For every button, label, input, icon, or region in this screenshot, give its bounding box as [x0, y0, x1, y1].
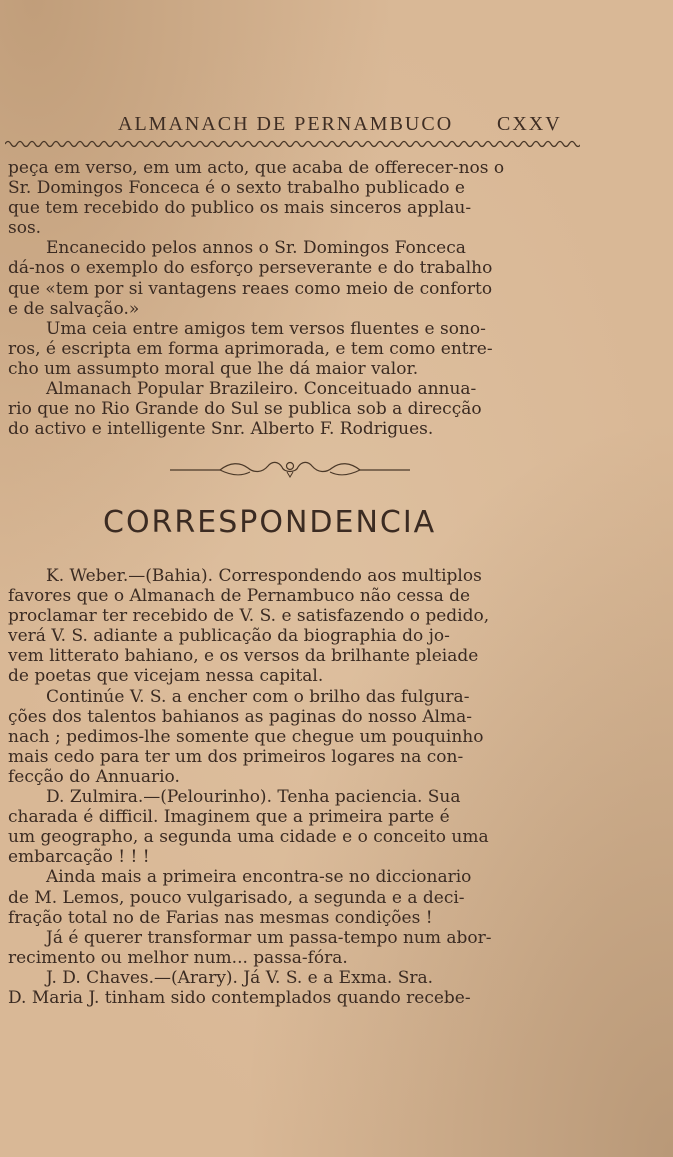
- text-line: sos.: [8, 218, 42, 239]
- ornamental-divider: [170, 458, 410, 480]
- header-title: ALMANACH DE PERNAMBUCO: [118, 113, 454, 135]
- text-line: mais cedo para ter um dos primeiros logares na con-: [8, 746, 464, 767]
- text-line: recimento ou melhor num... passa-fóra.: [8, 947, 348, 968]
- text-line: J. D. Chaves.—(Arary). Já V. S. e a Exma. Sra.: [46, 967, 434, 988]
- text-line: um geographo, a segunda uma cidade e o conceito uma: [8, 827, 489, 848]
- text-line: Já é querer transformar um passa-tempo num abor-: [46, 927, 492, 948]
- correspondence-text-block: [8, 566, 578, 1008]
- text-line: dá-nos o exemplo do esforço perseverante e do trabalho: [8, 258, 493, 279]
- text-line: Sr. Domingos Fonceca é o sexto trabalho publicado e: [8, 178, 465, 199]
- text-line: nach ; pedimos-lhe somente que chegue um pouquinho: [8, 726, 484, 747]
- text-line: cho um assumpto moral que lhe dá maior valor.: [8, 358, 419, 379]
- intro-text-block: [8, 158, 578, 439]
- text-line: Encanecido pelos annos o Sr. Domingos Fonceca: [46, 238, 466, 259]
- text-line: de M. Lemos, pouco vulgarisado, a segunda e a deci-: [8, 887, 465, 908]
- text-line: Uma ceia entre amigos tem versos fluentes e sono-: [46, 318, 486, 339]
- text-line: ções dos talentos bahianos as paginas do nosso Alma-: [8, 706, 472, 727]
- text-line: que «tem por si vantagens reaes como meio de conforto: [8, 278, 493, 299]
- text-line: charada é difficil. Imaginem que a primeira parte é: [8, 807, 450, 828]
- text-line: D. Maria J. tinham sido contemplados quando recebe-: [8, 987, 471, 1008]
- text-line: do activo e intelligente Snr. Alberto F. Rodrigues.: [8, 419, 434, 440]
- text-line: Continúe V. S. a encher com o brilho das fulgura-: [46, 686, 470, 707]
- text-line: de poetas que vicejam nessa capital.: [8, 666, 324, 687]
- text-line: peça em verso, em um acto, que acaba de offerecer-nos o: [8, 158, 505, 178]
- text-line: Almanach Popular Brazileiro. Conceituado annua-: [46, 379, 477, 400]
- text-line: ros, é escripta em forma aprimorada, e tem como entre-: [8, 338, 493, 359]
- text-line: Ainda mais a primeira encontra-se no diccionario: [46, 867, 472, 888]
- text-line: fração total no de Farias nas mesmas condições !: [8, 907, 433, 928]
- text-line: D. Zulmira.—(Pelourinho). Tenha paciencia. Sua: [46, 787, 461, 808]
- section-title: CORRESPONDENCIA: [103, 505, 437, 540]
- text-line: que tem recebido do publico os mais sinceros applau-: [8, 198, 472, 219]
- text-line: K. Weber.—(Bahia). Correspondendo aos multiplos: [46, 566, 482, 586]
- text-line: rio que no Rio Grande do Sul se publica sob a direcção: [8, 399, 482, 420]
- header-wavy-rule: [5, 139, 580, 149]
- text-line: fecção do Annuario.: [8, 766, 180, 787]
- text-line: favores que o Almanach de Pernambuco não cessa de: [8, 586, 471, 607]
- text-line: vem litterato bahiano, e os versos da brilhante pleiade: [8, 646, 479, 667]
- text-line: proclamar ter recebido de V. S. e satisfazendo o pedido,: [8, 606, 490, 627]
- page-number: CXXV: [497, 113, 562, 135]
- text-line: verá V. S. adiante a publicação da biographia do jo-: [8, 626, 450, 647]
- text-line: e de salvação.»: [8, 298, 140, 319]
- text-line: embarcação ! ! !: [8, 847, 150, 868]
